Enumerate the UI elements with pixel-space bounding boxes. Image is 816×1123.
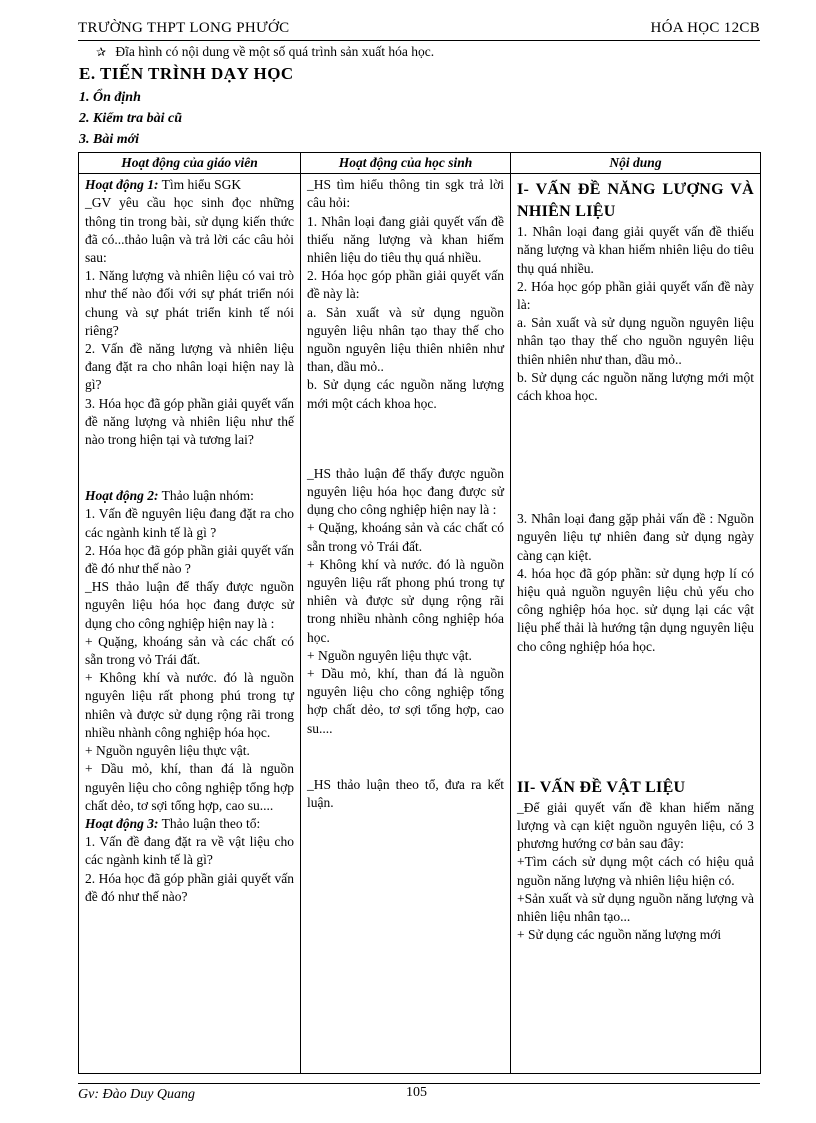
hd3-title: Thảo luận theo tổ: bbox=[158, 815, 261, 831]
table-body-row bbox=[79, 174, 761, 1074]
step-3: 3. Bài mới bbox=[79, 132, 140, 147]
page-number: 105 bbox=[406, 1085, 427, 1100]
table-header-row bbox=[79, 153, 761, 174]
header-teacher: Hoạt động của giáo viên bbox=[79, 153, 301, 174]
content-line: +Sản xuất và sử dụng nguồn năng lượng và nhiên liệu nhân tạo... bbox=[517, 890, 754, 925]
teacher-line: + Nguồn nguyên liệu thực vật. bbox=[85, 743, 250, 759]
teacher-line: 2. Hóa học đã góp phần giải quyết vấn đề đó như thế nào ? bbox=[85, 542, 294, 577]
step-2: 2. Kiểm tra bài cũ bbox=[79, 111, 183, 126]
content-heading-2: II- VẤN ĐỀ VẬT LIỆU bbox=[517, 778, 686, 796]
section-e-heading: E. TIẾN TRÌNH DẠY HỌC bbox=[79, 64, 294, 83]
teacher-line: 1. Vấn đề đang đặt ra về vật liệu cho các ngành kinh tế là gì? bbox=[85, 834, 294, 868]
content-line: a. Sản xuất và sử dụng nguồn nguyên liệu nhân tạo thay thế cho nguồn nguyên liệu thiên nhiên như than, dầu mỏ.. bbox=[517, 315, 754, 367]
page-header bbox=[78, 18, 760, 41]
header-content: Nội dung bbox=[511, 153, 761, 174]
content-heading-1: I- VẤN ĐỀ NĂNG LƯỢNG VÀ NHIÊN LIỆU bbox=[517, 181, 754, 221]
author-name: Gv: Đào Duy Quang bbox=[78, 1087, 196, 1102]
teacher-line: + Quặng, khoáng sản và các chất có sẵn trong vỏ Trái đất. bbox=[85, 633, 294, 668]
content-line: 2. Hóa học góp phần giải quyết vấn đề này là: bbox=[517, 278, 754, 313]
student-line: + Dầu mỏ, khí, than đá là nguồn nguyên liệu cho công nghiệp tổng hợp chất dẻo, tơ sợi tổng hợp, cao su.... bbox=[307, 666, 504, 736]
star-icon: ✰ bbox=[96, 45, 107, 59]
student-line: + Nguồn nguyên liệu thực vật. bbox=[307, 647, 472, 663]
student-line: a. Sản xuất và sử dụng nguồn nguyên liệu nhân tạo thay thế cho nguồn nguyên liệu thiên nhiên như than, dầu mỏ.. bbox=[307, 304, 504, 375]
teacher-line: 3. Hóa học đã góp phần giải quyết vấn đề năng lượng và nhiên liệu như thế nào trong hiện tại và tương lai? bbox=[85, 395, 294, 448]
student-line: _HS thảo luận theo tổ, đưa ra kết luận. bbox=[307, 776, 504, 811]
teacher-column bbox=[79, 174, 301, 1074]
content-line: 4. hóa học đã góp phần: sử dụng hợp lí có hiệu quả nguồn nguyên liệu chủ yếu cho công nghiệp hóa học. sử dụng lại các vật liệu phế thải là hướng tận dụng nguyên liệu cho công nghiệp hóa học. bbox=[517, 565, 754, 654]
teacher-line: 2. Vấn đề năng lượng và nhiên liệu đang đặt ra cho nhân loại hiện nay là gì? bbox=[85, 341, 294, 393]
hd3-label: Hoạt động 3: bbox=[85, 815, 159, 831]
student-line: b. Sử dụng các nguồn năng lượng mới một cách khoa học. bbox=[307, 377, 504, 411]
student-line: 2. Hóa học góp phần giải quyết vấn đề này là: bbox=[307, 268, 504, 302]
subject-name: HÓA HỌC 12CB bbox=[650, 20, 760, 36]
hd1-title: Tìm hiểu SGK bbox=[158, 177, 242, 193]
student-line: + Quặng, khoáng sản và các chất có sẵn trong vỏ Trái đất. bbox=[307, 520, 504, 554]
student-line: _HS tìm hiểu thông tin sgk trả lời câu hỏi: bbox=[307, 177, 504, 211]
content-line: + Sử dụng các nguồn năng lượng mới bbox=[517, 927, 722, 943]
content-line: +Tìm cách sử dụng một cách có hiệu quả nguồn năng lượng và nhiên liệu hiện có. bbox=[517, 854, 754, 888]
teacher-line: 2. Hóa học đã góp phần giải quyết vấn đề đó như thế nào? bbox=[85, 870, 294, 904]
teacher-line: + Không khí và nước. đó là nguồn nguyên liệu rất phong phú trong tự nhiên và được sử dụng rộng rãi trong nhiều nhành công nghiệp hóa học. bbox=[85, 670, 294, 740]
school-name: TRƯỜNG THPT LONG PHƯỚC bbox=[78, 20, 290, 36]
teacher-line: _HS thảo luận để thấy được nguồn nguyên liệu hóa học đang được sử dụng cho công nghiệp hiện nay là : bbox=[85, 579, 294, 631]
hd1-label: Hoạt động 1: bbox=[85, 177, 159, 193]
teacher-line: 1. Vấn đề nguyên liệu đang đặt ra cho các ngành kinh tế là gì ? bbox=[85, 506, 294, 540]
step-1: 1. Ổn định bbox=[79, 90, 141, 105]
teacher-line: _GV yêu cầu học sinh đọc những thông tin trong bài, sử dụng kiến thức đã có...thảo luận và trả lời các câu hỏi sau: bbox=[85, 195, 294, 266]
content-line: _Để giải quyết vấn đề khan hiếm năng lượng và cạn kiệt nguồn nguyên liệu, có 3 phương hướng cơ bản sau đây: bbox=[517, 799, 754, 852]
teacher-line: 1. Năng lượng và nhiên liệu có vai trò như thế nào đối với sự phát triển nói chung và sự phát triển kinh tế nói riêng? bbox=[85, 268, 294, 338]
content-line: 3. Nhân loại đang gặp phải vấn đề : Nguồn nguyên liệu tự nhiên đang sử dụng ngày càng cạn kiệt. bbox=[517, 511, 754, 563]
student-line: _HS thảo luận để thấy được nguồn nguyên liệu hóa học đang được sử dụng cho công nghiệp hiện nay là : bbox=[307, 465, 504, 518]
student-column bbox=[301, 174, 511, 1074]
header-student: Hoạt động của học sinh bbox=[301, 153, 511, 174]
content-line: b. Sử dụng các nguồn năng lượng mới một cách khoa học. bbox=[517, 369, 754, 404]
page-footer bbox=[78, 1083, 760, 1102]
lesson-table bbox=[78, 152, 761, 1074]
content-column bbox=[511, 174, 761, 1074]
media-bullet-text: Đĩa hình có nội dung về một số quá trình sản xuất hóa học. bbox=[115, 44, 435, 59]
hd2-label: Hoạt động 2: bbox=[85, 488, 159, 504]
hd2-title: Thảo luận nhóm: bbox=[158, 488, 254, 504]
student-line: + Không khí và nước. đó là nguồn nguyên liệu rất phong phú trong tự nhiên và được sử dụng rộng rãi trong nhiều nhành công nghiệp hóa học. bbox=[307, 556, 504, 645]
student-line: 1. Nhân loại đang giải quyết vấn đề thiếu năng lượng và khan hiếm nhiên liệu do tiêu thụ quá nhiều. bbox=[307, 213, 504, 266]
media-bullet bbox=[96, 44, 434, 60]
teacher-line: + Dầu mỏ, khí, than đá là nguồn nguyên liệu cho công nghiệp tổng hợp chất dẻo, tơ sợi tổng hợp, cao su.... bbox=[85, 761, 294, 813]
content-line: 1. Nhân loại đang giải quyết vấn đề thiếu năng lượng và khan hiếm nhiên liệu do tiêu thụ quá nhiều. bbox=[517, 224, 754, 276]
